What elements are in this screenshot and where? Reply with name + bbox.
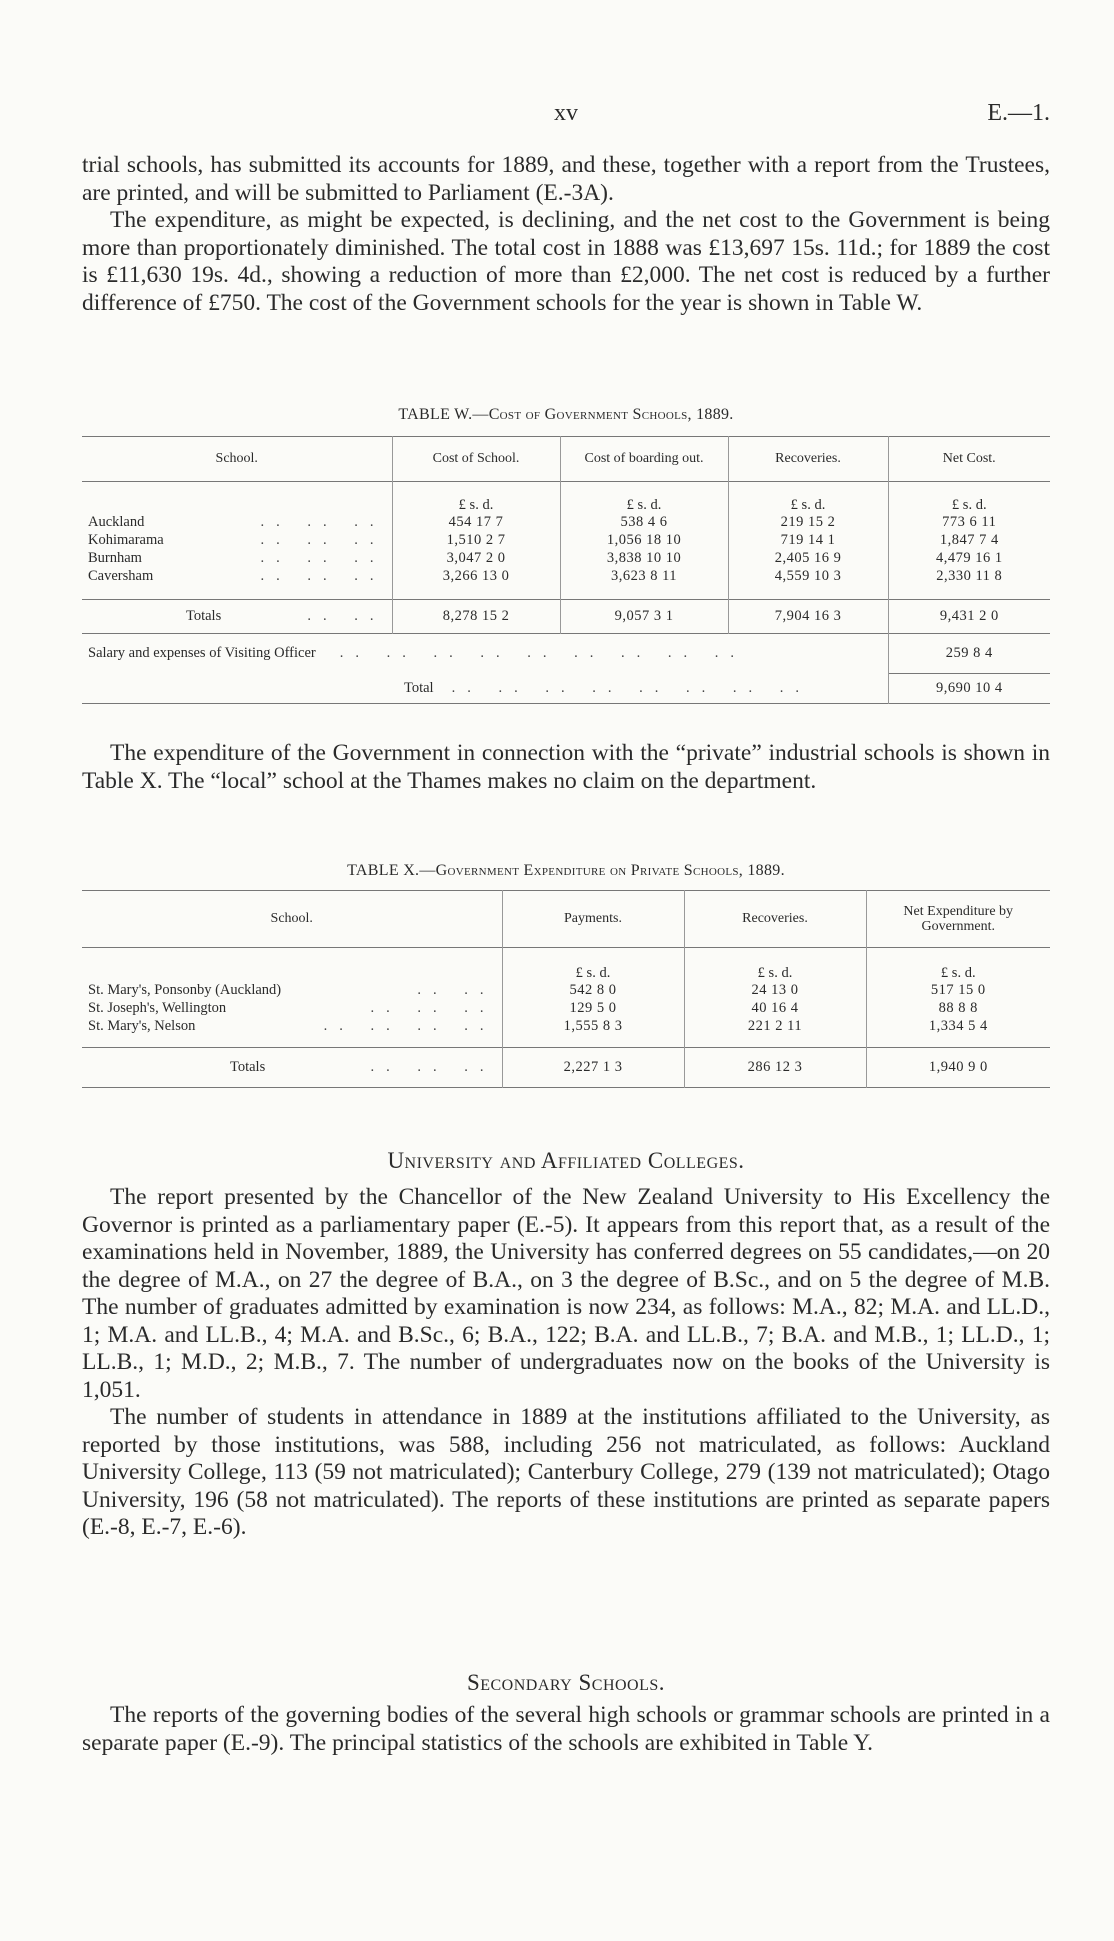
table-w-total-boarding: 9,057 3 1 — [560, 600, 728, 634]
table-x-recoveries: 40 16 4 — [684, 1000, 866, 1018]
table-w-boarding: 3,838 10 10 — [560, 550, 728, 568]
table-x-units-net: £ s. d. — [866, 948, 1050, 982]
table-w-school: Auckland — [88, 514, 145, 530]
secondary-paragraph-1: The reports of the governing bodies of the several high schools or grammar schools are printed in a separate paper (E.-9). The principal statistics of the schools are exhibited in Table Y. — [82, 1702, 1050, 1756]
table-x-total-recoveries: 286 12 3 — [684, 1048, 866, 1088]
table-x-units-recoveries: £ s. d. — [684, 948, 866, 982]
table-x-recoveries: 24 13 0 — [684, 982, 866, 1000]
table-w-grand-total-row: Total .. .. .. .. .. .. .. .. 9,690 10 4 — [82, 674, 1050, 704]
university-paragraph-1: The report presented by the Chancellor of the New Zealand University to His Excellency the Governor is printed as a parliamentary paper (E.-5). It appears from this report that, as a result of the examinations held in November, 1889, the University has conferred degrees on 55 candidates,—on 20 the degree of M.A., on 27 the degree of B.A., on 3 the degree of B.Sc., and on 5 the degree of M.B. The number of graduates admitted by examination is now 234, as follows: M.A., 82; M.A. and LL.D., 1; M.A. and LL.B., 4; M.A. and B.Sc., 6; B.A., 122; B.A. and LL.B., 7; B.A. and M.B., 1; LL.D., 1; LL.B., 1; M.D., 2; M.B., 7. The number of undergraduates now on the books of the University is 1,051. — [82, 1184, 1050, 1403]
table-w-grand-total-label: Total — [404, 679, 434, 696]
table-w-school: Caversham — [88, 568, 154, 584]
table-x-col-school: School. — [270, 911, 313, 926]
table-w-cost: 1,510 2 7 — [392, 532, 560, 550]
table-w — [82, 436, 1050, 704]
table-w-salary-net: 259 8 4 — [888, 634, 1050, 674]
intro-text — [82, 152, 1050, 317]
table-row: St. Joseph's, Wellington .. .. .. 129 5 0 40 16 4 88 8 8 — [82, 1000, 1050, 1018]
table-w-school: Burnham — [88, 550, 142, 566]
mid-paragraph: The expenditure of the Government in connection with the “private” industrial schools is shown in Table X. The “local” school at the Thames makes no claim on the department. — [82, 740, 1050, 794]
table-w-boarding: 538 4 6 — [560, 514, 728, 532]
table-w-caption-prefix: TABLE W.— — [398, 406, 489, 423]
table-row: St. Mary's, Nelson .. .. .. .. 1,555 8 3 221 2 11 1,334 5 4 — [82, 1018, 1050, 1036]
table-x-recoveries: 221 2 11 — [684, 1018, 866, 1036]
table-w-boarding: 3,623 8 11 — [560, 568, 728, 586]
university-text — [82, 1184, 1050, 1542]
table-x-units-row — [82, 948, 1050, 982]
table-x-net: 88 8 8 — [866, 1000, 1050, 1018]
table-w-units-cost: £ s. d. — [392, 482, 560, 514]
table-w-col-net: Net Cost. — [888, 437, 1050, 482]
table-w-units-net: £ s. d. — [888, 482, 1050, 514]
table-row: Caversham .. .. .. 3,266 13 0 3,623 8 11 4,559 10 3 2,330 11 8 — [82, 568, 1050, 586]
table-x-totals-label: Totals — [230, 1059, 266, 1075]
mid-text — [82, 740, 1050, 795]
document-reference: E.—1. — [987, 100, 1050, 126]
table-x-payments: 129 5 0 — [502, 1000, 684, 1018]
table-w-totals-label: Totals — [186, 608, 222, 624]
page-number: xv — [554, 100, 578, 126]
table-w-totals-row: Totals .. .. 8,278 15 2 9,057 3 1 7,904 16 3 9,431 2 0 — [82, 600, 1050, 634]
table-w-recoveries: 4,559 10 3 — [728, 568, 888, 586]
secondary-text — [82, 1702, 1050, 1757]
table-x-school: St. Mary's, Ponsonby (Auckland) — [88, 982, 282, 998]
table-w-recoveries: 2,405 16 9 — [728, 550, 888, 568]
table-w-caption — [82, 406, 1050, 424]
table-w-col-cost: Cost of School. — [392, 437, 560, 482]
table-row: Kohimarama .. .. .. 1,510 2 7 1,056 18 10 719 14 1 1,847 7 4 — [82, 532, 1050, 550]
table-w-net: 1,847 7 4 — [888, 532, 1050, 550]
table-w-cost: 3,047 2 0 — [392, 550, 560, 568]
table-x-school: St. Joseph's, Wellington — [88, 1000, 227, 1016]
table-x-header-row — [82, 891, 1050, 948]
intro-paragraph-2: The expenditure, as might be expected, is declining, and the net cost to the Government is being more than proportionately diminished. The total cost in 1888 was £13,697 15s. 11d.; for 1889 the cost is £11,630 19s. 4d., showing a reduction of more than £2,000. The net cost is reduced by a further difference of £750. The cost of the Government schools for the year is shown in Table W. — [82, 207, 1050, 316]
intro-paragraph-1: trial schools, has submitted its accounts for 1889, and these, together with a report from the Trustees, are printed, and will be submitted to Parliament (E.-3A). — [82, 152, 1050, 206]
table-w-cost: 3,266 13 0 — [392, 568, 560, 586]
table-x-caption-prefix: TABLE X.— — [347, 862, 436, 879]
table-w-grand-total-net: 9,690 10 4 — [888, 674, 1050, 704]
table-x-payments: 1,555 8 3 — [502, 1018, 684, 1036]
table-x-col-net: Net Expenditure by Government. — [866, 891, 1050, 948]
table-w-total-recoveries: 7,904 16 3 — [728, 600, 888, 634]
table-row: Burnham .. .. .. 3,047 2 0 3,838 10 10 2,405 16 9 4,479 16 1 — [82, 550, 1050, 568]
table-w-salary-row: Salary and expenses of Visiting Officer .. .. .. .. .. .. .. .. .. 259 8 4 — [82, 634, 1050, 674]
table-w-recoveries: 719 14 1 — [728, 532, 888, 550]
table-row: Auckland .. .. .. 454 17 7 538 4 6 219 15 2 773 6 11 — [82, 514, 1050, 532]
table-w-total-net: 9,431 2 0 — [888, 600, 1050, 634]
table-x-units-payments: £ s. d. — [502, 948, 684, 982]
table-w-units-row — [82, 482, 1050, 514]
table-x-total-payments: 2,227 1 3 — [502, 1048, 684, 1088]
table-x-net: 1,334 5 4 — [866, 1018, 1050, 1036]
table-x-payments: 542 8 0 — [502, 982, 684, 1000]
table-x-total-net: 1,940 9 0 — [866, 1048, 1050, 1088]
table-w-header-row — [82, 437, 1050, 482]
table-w-net: 2,330 11 8 — [888, 568, 1050, 586]
table-x-caption-title: Government Expenditure on Private Schools, 1889. — [435, 862, 785, 879]
table-w-caption-title: Cost of Government Schools, 1889. — [488, 406, 734, 423]
table-w-col-school: School. — [215, 451, 258, 466]
table-x-col-recoveries: Recoveries. — [684, 891, 866, 948]
table-w-salary-label: Salary and expenses of Visiting Officer — [88, 645, 316, 662]
table-w-units-recoveries: £ s. d. — [728, 482, 888, 514]
secondary-heading: Secondary Schools. — [466, 1670, 666, 1695]
table-x-caption — [82, 862, 1050, 880]
university-paragraph-2: The number of students in attendance in 1889 at the institutions affiliated to the University, as reported by those institutions, was 588, including 256 not matriculated, as follows: Auckland University College, 113 (59 not matriculated); Canterbury College, 279 (139 not matriculated); Otago University, 196 (58 not matriculated). The reports of these institutions are printed as separate papers (E.-8, E.-7, E.-6). — [82, 1404, 1050, 1540]
table-w-net: 4,479 16 1 — [888, 550, 1050, 568]
table-x-school: St. Mary's, Nelson — [88, 1018, 196, 1034]
page-header — [82, 100, 1050, 130]
table-x-col-payments: Payments. — [502, 891, 684, 948]
table-x-net: 517 15 0 — [866, 982, 1050, 1000]
table-w-school: Kohimarama — [88, 532, 164, 548]
table-w-net: 773 6 11 — [888, 514, 1050, 532]
table-row: St. Mary's, Ponsonby (Auckland) .. .. 542 8 0 24 13 0 517 15 0 — [82, 982, 1050, 1000]
table-w-total-cost: 8,278 15 2 — [392, 600, 560, 634]
table-w-col-boarding: Cost of boarding out. — [560, 437, 728, 482]
table-w-col-recoveries: Recoveries. — [728, 437, 888, 482]
table-x-totals-row: Totals .. .. .. 2,227 1 3 286 12 3 1,940 9 0 — [82, 1048, 1050, 1088]
table-w-boarding: 1,056 18 10 — [560, 532, 728, 550]
table-x — [82, 890, 1050, 1088]
university-heading: University and Affiliated Colleges. — [387, 1148, 745, 1173]
table-w-units-boarding: £ s. d. — [560, 482, 728, 514]
table-w-recoveries: 219 15 2 — [728, 514, 888, 532]
table-w-cost: 454 17 7 — [392, 514, 560, 532]
